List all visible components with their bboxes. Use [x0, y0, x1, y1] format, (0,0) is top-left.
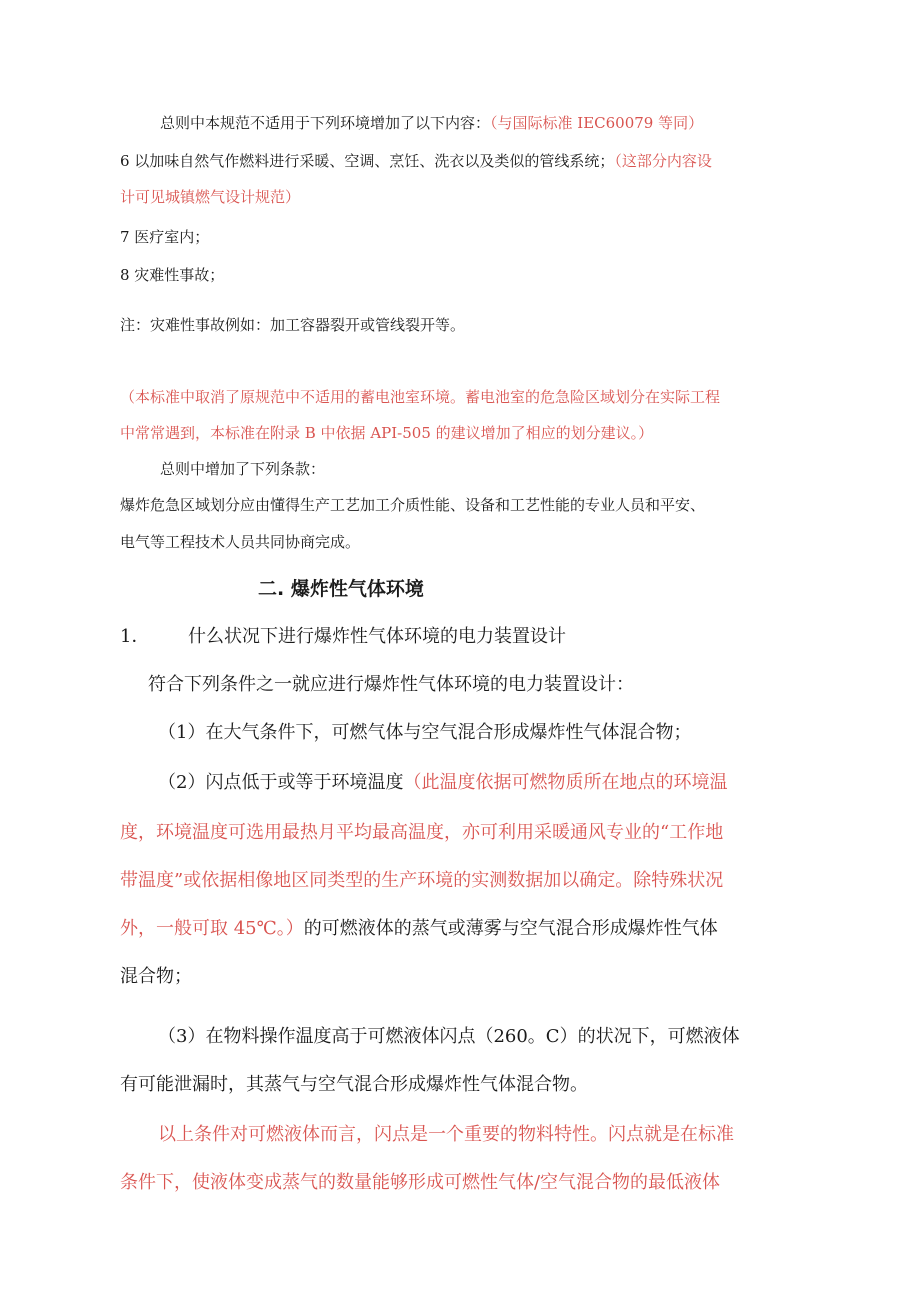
condition-2-note-line-3: 带温度”或依据相像地区同类型的生产环境的实测数据加以确定。除特殊状况	[120, 870, 724, 891]
question-1-number: 1．	[120, 626, 150, 647]
general-scope-intro: 总则中本规范不适用于下列环境增加了以下内容：	[160, 114, 491, 132]
condition-2-note-end: 外，一般可取 45℃。）	[120, 918, 304, 939]
condition-2-end: 的可燃液体的蒸气或薄雾与空气混合形成爆炸性气体	[303, 918, 718, 939]
added-clause-line-2: 电气等工程技术人员共同协商完成。	[120, 533, 361, 551]
section-2-title: 二. 爆炸性气体环境	[258, 578, 424, 600]
general-scope-paragraph	[160, 112, 703, 133]
conditions-intro: 符合下列条件之一就应进行爆炸性气体环境的电力装置设计：	[148, 674, 634, 695]
condition-2-line-4	[120, 914, 718, 940]
item-6-text: 6 以加味自然气作燃料进行采暖、空调、烹饪、洗衣以及类似的管线系统；	[120, 152, 615, 170]
question-1-title: 什么状况下进行爆炸性气体环境的电力装置设计	[188, 626, 566, 647]
condition-3-line-2: 有可能泄漏时，其蒸气与空气混合形成爆炸性气体混合物。	[120, 1074, 588, 1095]
note-disaster: 注：灾难性事故例如：加工容器裂开或管线裂开等。	[120, 316, 466, 334]
item-6-line-1	[120, 150, 712, 171]
condition-1: （1）在大气条件下，可燃气体与空气混合形成爆炸性气体混合物；	[158, 722, 692, 743]
condition-2-start: （2）闪点低于或等于环境温度	[158, 772, 404, 793]
flash-point-note-line-2: 条件下，使液体变成蒸气的数量能够形成可燃性气体/空气混合物的最低液体	[120, 1172, 721, 1193]
item-8: 8 灾难性事故；	[120, 266, 225, 284]
condition-3-line-1: （3）在物料操作温度高于可燃液体闪点（260。C）的状况下，可燃液体	[158, 1026, 740, 1047]
item-6-note-line-2: 计可见城镇燃气设计规范）	[120, 188, 301, 206]
condition-2-line-5: 混合物；	[120, 966, 192, 987]
condition-2-line-1	[158, 768, 727, 794]
battery-note-line-2: 中常常遇到，本标准在附录 B 中依据 API-505 的建议增加了相应的划分建议。）	[120, 424, 654, 442]
added-clause-intro: 总则中增加了下列条款：	[160, 460, 326, 478]
battery-note-line-1: （本标准中取消了原规范中不适用的蓄电池室环境。蓄电池室的危急险区域划分在实际工程	[120, 388, 721, 406]
general-scope-note: （与国际标准 IEC60079 等同）	[490, 114, 704, 132]
question-1-heading	[120, 622, 149, 648]
added-clause-line-1: 爆炸危急区域划分应由懂得生产工艺加工介质性能、设备和工艺性能的专业人员和平安、	[120, 496, 706, 514]
condition-2-note-start: （此温度依据可燃物质所在地点的环境温	[403, 772, 728, 793]
condition-2-note-line-2: 度，环境温度可选用最热月平均最高温度，亦可利用采暖通风专业的“工作地	[120, 822, 724, 843]
item-7: 7 医疗室内；	[120, 228, 210, 246]
item-6-note: （这部分内容设	[614, 152, 712, 170]
flash-point-note-line-1: 以上条件对可燃液体而言，闪点是一个重要的物料特性。闪点就是在标准	[158, 1124, 734, 1145]
